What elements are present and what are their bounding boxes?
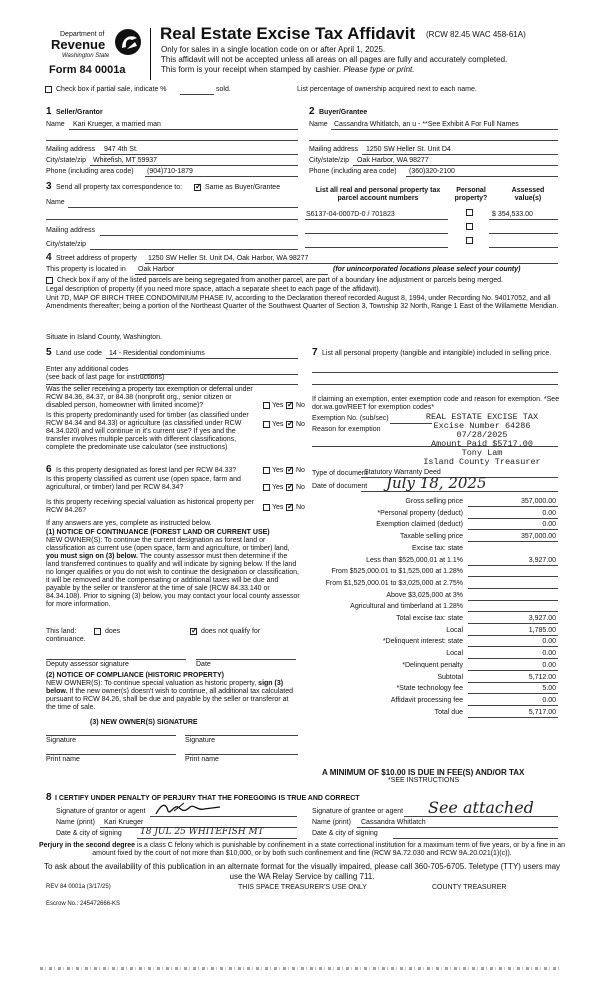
land-does-not-label: does not qualify for: [201, 628, 261, 635]
notice-2-body: [46, 680, 300, 712]
tax-row-label: Excise tax: state: [412, 545, 463, 552]
unincorporated-note: (for unincorporated locations please select your county): [333, 266, 521, 273]
owner-print-name-2: Print name: [185, 756, 219, 763]
grantee-signature-label: Signature of grantee or agent: [312, 808, 404, 815]
tax-row-line: [468, 682, 558, 683]
owner-signature-label-1: Signature: [46, 737, 76, 744]
q6a-yes-checkbox[interactable]: [263, 467, 270, 474]
perjury-bold: Perjury in the second degree: [38, 842, 136, 849]
tax-row-line: [468, 611, 558, 612]
tax-row-value: 0.00: [542, 510, 556, 517]
tax-row-label: Gross selling price: [405, 498, 463, 505]
stamp-line5: Tony Lam: [461, 448, 503, 458]
doc-date-label: Date of document: [312, 483, 368, 490]
exemption-claim-text: If claiming an exemption, enter exemption code and reason for exemption. *See dor.wa.gov/REET for exemption codes*: [312, 396, 560, 411]
grantee-date-label: Date & city of signing: [312, 830, 378, 837]
tax-row-label: Subtotal: [437, 674, 463, 681]
tax-row-label: Local: [446, 627, 463, 634]
owner-signature-label-2: Signature: [185, 737, 215, 744]
tax-row-line: [468, 623, 558, 624]
street-address: 1250 SW Heller St. Unit D4, Oak Harbor, WA 98277: [148, 255, 309, 262]
section-3-text: Send all property tax correspondence to:: [56, 184, 183, 191]
perjury-notice: [38, 842, 566, 858]
land-does-not-checkbox[interactable]: [190, 628, 197, 635]
personal-property-checkbox-1[interactable]: [466, 209, 473, 216]
grantor-signature-image: [154, 801, 224, 819]
tax-row-label: Local: [446, 650, 463, 657]
notice-1-part-c: The county assessor must then determine if the land transferred continues to qualify and will indicate by signing below. If the land no longer qualifies or you do not wish to continue the designation or classification, it will be removed and the compensating or additional taxes will be due and payable by the seller or transferor at the time of sale (RCW 84.33.140 or 84.34.108). Prior to signing (3) below, you may contact your local county assessor for more information.: [46, 553, 300, 608]
q6b-yes-label: Yes: [272, 484, 284, 491]
same-as-buyer-checkbox[interactable]: [194, 184, 201, 191]
grantor-name: Kari Krueger: [104, 819, 144, 826]
notice-2-part-c: If the new owner(s) doesn't wish to continue, all additional tax calculated pursuant to RCW 84.26, shall be due and payable by the seller or transferor at the time of sale.: [46, 688, 294, 711]
perjury-text: is a class C felony which is punishable by confinement in a state correctional institution for a maximum term of five years, or by a fine in an amount fixed by the court of not more than $10,000, or by both such confinement and fine (RCW 9A.72.030 and RCW 9A.20.021(1)(c)).: [92, 842, 566, 857]
tax-row-line: [468, 717, 558, 718]
partial-sale-checkbox[interactable]: [45, 86, 52, 93]
owner-print-name-1: Print name: [46, 756, 80, 763]
land-does-checkbox[interactable]: [94, 628, 101, 635]
seller-name-label: Name: [46, 121, 65, 128]
grantor-name-label: Name (print): [56, 819, 95, 826]
legal-description: Unit 7D, MAP OF BIRCH TREE CONDOMINIUM PHASE IV, according to the Declaration thereof recorded August 8, 1994, under Recording No. 94017052, and all Amendments thereafter; being a portion of the Northeast Quarter of the Southwest Quarter of Section 3, Township 32 North, Range 1 East of the Willamette Meridian.: [46, 295, 559, 310]
tax-row-value: 5,717.00: [528, 709, 556, 716]
personal-col-header: Personal property?: [454, 187, 488, 202]
tax-row-line: [468, 635, 558, 636]
header-line1: Only for sales in a single location code on or after April 1, 2025.: [161, 45, 386, 54]
same-as-buyer-label: Same as Buyer/Grantee: [205, 184, 281, 191]
q6c-yes-label: Yes: [272, 504, 284, 511]
grantee-signature-handwritten: See attached: [428, 798, 534, 817]
tax-row-line: [468, 705, 558, 706]
deputy-assessor-label: Deputy assessor signature: [46, 661, 129, 668]
see-instructions-note: *SEE INSTRUCTIONS: [388, 777, 460, 784]
seller-phone-label: Phone (including area code): [46, 168, 134, 175]
legal-description-label: Legal description of property (if you need more space, attach a separate sheet to each page of the affidavit).: [46, 286, 381, 293]
q2-no-checkbox[interactable]: [286, 421, 293, 428]
treasurer-use-label: THIS SPACE TREASURER'S USE ONLY: [238, 884, 367, 891]
continuance-label: continuance.: [46, 636, 86, 643]
land-use-code: 14 - Residential condominiums: [109, 350, 205, 357]
tax-row-label: From $1,525,000.01 to $3,025,000 at 2.75%: [325, 580, 463, 587]
section-3-name-label: Name: [46, 199, 65, 206]
section-2-number: 2: [309, 106, 315, 117]
current-use-question: Is this property classified as current use (open space, farm and agricultural, or timber) land per RCW 84.34?: [46, 476, 241, 491]
tax-row-label: *Delinquent interest: state: [382, 638, 463, 645]
section-1-number: 1: [46, 106, 52, 117]
tax-row-label: Agricultural and timberland at 1.28%: [350, 603, 463, 610]
q6b-no-checkbox[interactable]: [286, 484, 293, 491]
header-line2: This affidavit will not be accepted unless all areas on all pages are fully and accurately completed.: [161, 55, 508, 64]
tax-row-line: [468, 646, 558, 647]
section-4-number: 4: [46, 252, 52, 263]
minimum-fee-note: A MINIMUM OF $10.00 IS DUE IN FEE(S) AND/OR TAX: [322, 768, 525, 777]
tax-row-label: Affidavit processing fee: [390, 697, 463, 704]
parcel-number: S6137-04-0007D-0 / 701823: [306, 211, 395, 218]
partial-sale-sold: sold.: [216, 86, 231, 93]
tax-row-label: *Personal property (deduct): [377, 510, 463, 517]
stamp-line6: Island County Treasurer: [423, 457, 541, 467]
seller-phone: (904)710-1879: [147, 168, 193, 175]
tax-row-value: 5,712.00: [528, 674, 556, 681]
form-number: Form 84 0001a: [49, 64, 126, 76]
tax-row-value: 357,000.00: [520, 498, 556, 505]
q6b-no-label: No: [296, 484, 305, 491]
q6b-yes-checkbox[interactable]: [263, 484, 270, 491]
notice-1-title: (1) NOTICE OF CONTINUANCE (FOREST LAND OR CURRENT USE): [46, 529, 270, 536]
doc-type: Statutory Warranty Deed: [364, 469, 441, 476]
buyer-city: Oak Harbor, WA 98277: [357, 157, 429, 164]
tax-row-value: 0.00: [542, 650, 556, 657]
historic-property-question: Is this property receiving special valuation as historical property per RCW 84.26?: [46, 499, 255, 514]
street-address-label: Street address of property: [56, 255, 137, 262]
buyer-phone: (360)320-2100: [409, 168, 455, 175]
buyer-phone-label: Phone (including area code): [309, 168, 397, 175]
section-8-number: 8: [46, 792, 52, 803]
grantor-date-label: Date & city of signing: [56, 830, 122, 837]
dept-line3: Washington State: [62, 53, 110, 59]
tax-row-line: [468, 576, 558, 577]
q6a-no-label: No: [296, 467, 305, 474]
q2-yes-checkbox[interactable]: [263, 421, 270, 428]
deputy-date-label: Date: [196, 661, 211, 668]
seller-name: Kari Krueger, a married man: [73, 121, 161, 128]
alternate-format-notice: To ask about the availability of this publication in an alternate format for the visually impaired, please call 360-705-6705. Teletype (TTY) users may use the WA Relay Service by calling 711.: [43, 862, 561, 881]
ownership-note: List percentage of ownership acquired next to each name.: [297, 86, 477, 93]
this-land-label: This land:: [46, 628, 77, 635]
personal-property-label: List all personal property (tangible and intangible) included in selling price.: [322, 350, 552, 357]
q1-yes-checkbox[interactable]: [263, 402, 270, 409]
tax-row-label: From $525,000.01 to $1,525,000 at 1.28%: [331, 568, 463, 575]
certify-text: I CERTIFY UNDER PENALTY OF PERJURY THAT THE FOREGOING IS TRUE AND CORRECT: [55, 795, 360, 802]
scan-artifact-line: [40, 967, 560, 970]
section-6-number: 6: [46, 464, 52, 475]
q6a-no-checkbox[interactable]: [286, 467, 293, 474]
tax-row-value: 0.00: [542, 662, 556, 669]
personal-property-checkbox-3[interactable]: [466, 237, 473, 244]
tax-row-label: *State technology fee: [396, 685, 463, 692]
tax-row-value: 3,927.00: [528, 615, 556, 622]
segregated-parcel-text: Check box if any of the listed parcels are being segregated from another parcel, are part of a boundary line adjustment or parcels being merged.: [57, 277, 503, 284]
assessed-value: $ 354,533.00: [492, 211, 533, 218]
exemption-no-label: Exemption No. (sub/sec): [312, 415, 389, 422]
personal-property-checkbox-2[interactable]: [466, 223, 473, 230]
stamp-line1: REAL ESTATE EXCISE TAX: [425, 412, 539, 422]
situate-text: Situate in Island County, Washington.: [46, 334, 162, 341]
see-back-note: (see back of last page for instructions): [46, 374, 165, 381]
tax-row-label: Taxable selling price: [399, 533, 463, 540]
revision-label: REV 84 0001a (3/17/25): [46, 884, 111, 890]
notice-2-part-a: NEW OWNER(S): To continue special valuation as historic property,: [46, 680, 257, 687]
notice-3-title: (3) NEW OWNER(S) SIGNATURE: [90, 719, 198, 726]
tax-row-line: [468, 693, 558, 694]
tax-row-value: 0.00: [542, 638, 556, 645]
header-line3: This form is your receipt when stamped by cashier.: [161, 65, 342, 74]
dor-logo-icon: [113, 27, 143, 57]
seller-heading: Seller/Grantor: [56, 109, 103, 116]
q2-yes-label: Yes: [272, 421, 284, 428]
tax-row-value: 357,000.00: [520, 533, 556, 540]
q2-no-label: No: [296, 421, 305, 428]
forest-land-question: Is this property designated as forest land per RCW 84.33?: [56, 467, 237, 474]
tax-row-line: [468, 600, 558, 601]
doc-date-handwritten: July 18, 2025: [386, 474, 487, 492]
tax-row-line: [468, 565, 558, 566]
tax-row-line: [468, 588, 558, 589]
notice-1-body: [46, 537, 302, 609]
tax-row-value: 3,927.00: [528, 557, 556, 564]
assessed-col-header: Assessed value(s): [511, 187, 545, 202]
stamp-line4: Amount Paid $5717.00: [430, 439, 534, 449]
dept-line2: Revenue: [51, 37, 106, 52]
notice-2-title: (2) NOTICE OF COMPLIANCE (HISTORIC PROPERTY): [46, 672, 224, 679]
grantee-name-label: Name (print): [312, 819, 351, 826]
treasurer-stamp: [404, 413, 560, 467]
q1-no-checkbox[interactable]: [286, 402, 293, 409]
q6c-no-checkbox[interactable]: [286, 504, 293, 511]
doc-type-label: Type of document: [312, 470, 368, 477]
seller-mail-label: Mailing address: [46, 146, 96, 153]
q1-no-label: No: [296, 402, 305, 409]
q6c-yes-checkbox[interactable]: [263, 504, 270, 511]
buyer-name: Cassandra Whitlatch, an u - **See Exhibit A For Full Names: [334, 121, 519, 128]
tax-row-value: 1,785.00: [528, 627, 556, 634]
dept-line1: Department of: [60, 31, 105, 38]
notice-1-part-a: NEW OWNER(S): To continue the current designation as forest land or classification as current use (open space, farm and agriculture, or timber) land,: [46, 537, 290, 552]
buyer-name-label: Name: [309, 121, 328, 128]
form-rcw: (RCW 82.45 WAC 458-61A): [426, 30, 526, 39]
partial-sale-label: Check box if partial sale, indicate %: [56, 86, 167, 93]
tax-row-line: [468, 518, 558, 519]
land-use-label: Land use code: [56, 350, 102, 357]
tax-row-label: Total excise tax: state: [396, 615, 463, 622]
additional-codes-label: Enter any additional codes: [46, 366, 129, 373]
tax-row-label: Total due: [434, 709, 463, 716]
reason-label: Reason for exemption: [312, 426, 381, 433]
section-3-mail-label: Mailing address: [46, 227, 96, 234]
tax-row-value: 0.00: [542, 697, 556, 704]
header-line3-italic: Please type or print.: [343, 65, 415, 74]
seller-mail: 947 4th St.: [104, 146, 138, 153]
notice-2-part-b: sign (3) below.: [46, 680, 284, 695]
located-city: Oak Harbor: [138, 266, 175, 273]
tax-row-line: [468, 541, 558, 542]
tax-row-line: [468, 658, 558, 659]
tax-row-label: Less than $525,000.01 at 1.1%: [366, 557, 463, 564]
notice-1-part-b: you must sign on (3) below.: [46, 553, 138, 560]
tax-row-label: Above $3,025,000 at 3%: [386, 592, 463, 599]
escrow-number: Escrow No.: 245472666-KS: [46, 901, 121, 907]
exemption-deferral-question: Was the seller receiving a property tax exemption or deferral under RCW 84.36, 84.37, or 84.38 (nonprofit org., senior citizen or disabled person, homeowner with limited income)?: [46, 386, 253, 409]
q6c-no-label: No: [296, 504, 305, 511]
section-3-city-label: City/state/zip: [46, 241, 87, 248]
tax-row-value: 0.00: [542, 521, 556, 528]
if-yes-note: If any answers are yes, complete as instructed below.: [46, 520, 212, 527]
tax-row-line: [468, 670, 558, 671]
buyer-city-label: City/state/zip: [309, 157, 350, 164]
section-5-number: 5: [46, 347, 52, 358]
parcel-col-header: List all real and personal property tax parcel account numbers: [315, 187, 441, 202]
tax-row-label: Exemption claimed (deduct): [376, 521, 463, 528]
grantee-name: Cassandra Whitlatch: [361, 819, 426, 826]
segregated-parcel-checkbox[interactable]: [46, 277, 53, 284]
form-title: Real Estate Excise Tax Affidavit: [160, 24, 416, 43]
grantor-date-handwritten: 18 JUL 25 WHITEFISH MT: [140, 827, 264, 837]
q6a-yes-label: Yes: [272, 467, 284, 474]
seller-city: Whitefish, MT 59937: [93, 157, 158, 164]
grantor-signature-label: Signature of grantor or agent: [56, 808, 146, 815]
buyer-mail: 1250 SW Heller St. Unit D4: [366, 146, 451, 153]
tax-row-label: *Delinquent penalty: [402, 662, 463, 669]
located-label: This property is located in: [46, 266, 126, 273]
buyer-heading: Buyer/Grantee: [319, 109, 368, 116]
tax-row-line: [468, 529, 558, 530]
stamp-line3: 07/28/2025: [456, 430, 508, 440]
county-treasurer-label: COUNTY TREASURER: [432, 884, 507, 891]
tax-row-line: [468, 506, 558, 507]
section-3-number: 3: [46, 181, 52, 192]
seller-city-label: City/state/zip: [46, 157, 87, 164]
q1-yes-label: Yes: [272, 402, 284, 409]
tax-row-value: 5.00: [542, 685, 556, 692]
stamp-line2: Excise Number 64286: [433, 421, 531, 431]
section-7-number: 7: [312, 347, 318, 358]
buyer-mail-label: Mailing address: [309, 146, 359, 153]
timber-agriculture-question: Is this property predominantly used for timber (as classified under RCW 84.34 and 84.33) or agriculture (as classified under RCW 84.34.020) and will continue in it's current use? If yes and the transfer involves multiple parcels with different classifications, complete the predominate use calculator (see instructions): [46, 412, 249, 451]
land-does-label: does: [105, 628, 121, 635]
